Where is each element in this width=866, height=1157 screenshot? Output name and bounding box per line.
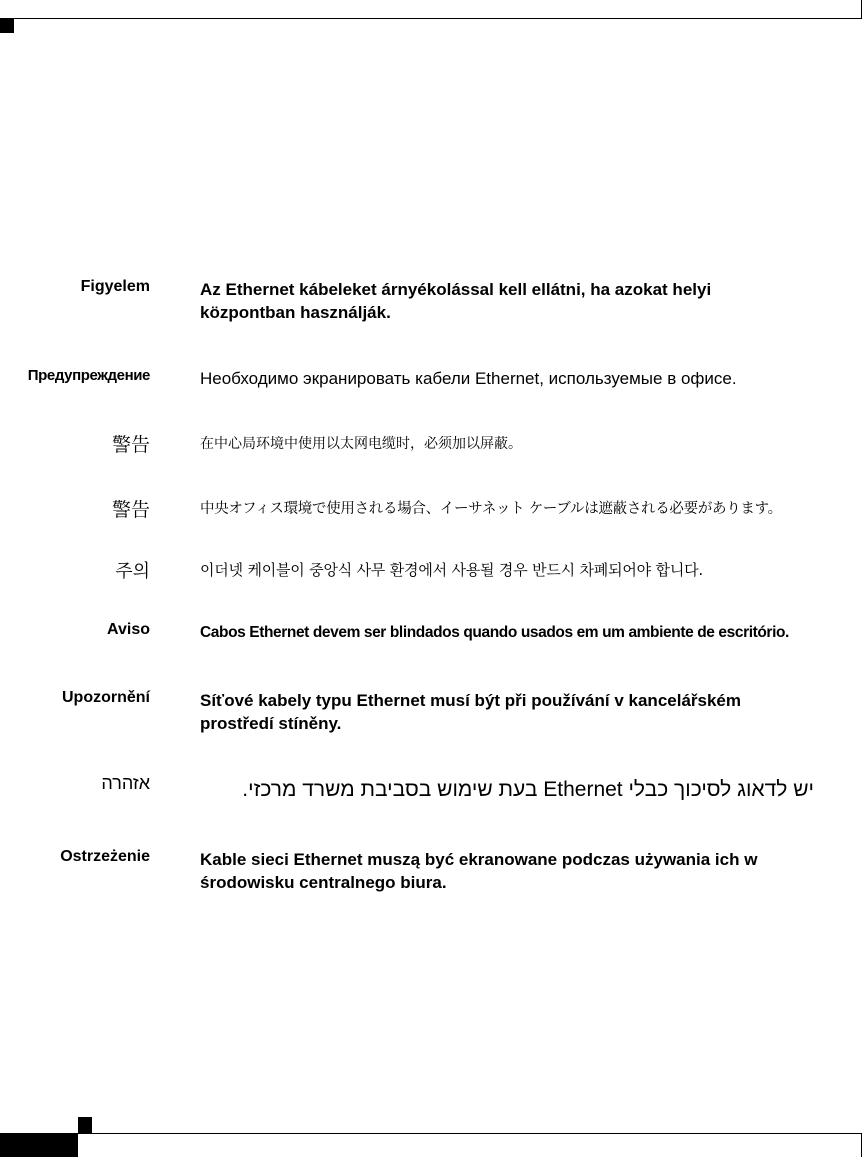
warning-label: Aviso [107,621,150,638]
warning-text: Az Ethernet kábeleket árnyékolással kell ellátni, ha azokat helyi központban használják. [200,280,712,322]
footer-corner-square [78,1117,92,1133]
warning-label: Figyelem [80,278,150,295]
warning-text: 中央オフィス環境で使用される場合、イーサネット ケーブルは遮蔽される必要があります。 [200,501,782,517]
warning-label: Ostrzeżenie [60,848,150,865]
warning-label: Предупреждение [27,367,150,384]
warning-text: Kable sieci Ethernet muszą być ekranowane podczas używania ich w środowisku centralnego biura. [200,850,758,892]
warning-label: Upozornění [62,689,150,706]
warning-label: אזהרה [101,773,150,793]
warning-text: Необходимо экранировать кабели Ethernet, используемые в офисе. [200,369,737,388]
header-corner-block [0,19,14,33]
footer-page-tab [0,1133,78,1157]
warning-text: Síťové kabely typu Ethernet musí být při používání v kancelářském prostředí stíněny. [200,691,741,733]
warning-label: 警告 [111,499,150,521]
footer-corner-tick [861,1133,862,1157]
header-rule [0,18,862,19]
header-corner-tick [861,0,862,19]
warning-label: 警告 [111,434,150,456]
warning-text: יש לדאוג לסיכוך כבלי Ethernet בעת שימוש בסביבת משרד מרכזי. [242,778,814,801]
warning-text: Cabos Ethernet devem ser blindados quando usados em um ambiente de escritório. [200,624,789,641]
warning-text: 이더넷 케이블이 중앙식 사무 환경에서 사용될 경우 반드시 차폐되어야 합니다. [200,561,703,579]
warning-label: 주의 [115,561,150,582]
footer-rule [78,1133,862,1134]
warning-text: 在中心局环境中使用以太网电缆时，必须加以屏蔽。 [200,436,522,452]
